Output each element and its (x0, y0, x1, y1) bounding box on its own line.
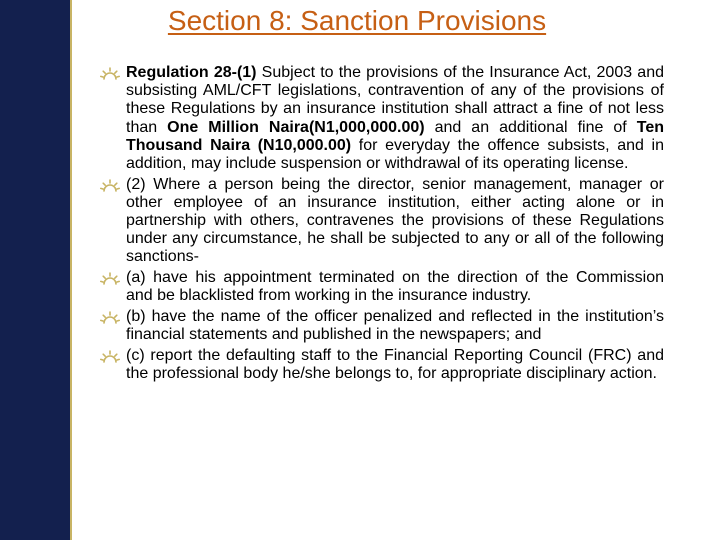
item-text: (c) report the defaulting staff to the Financial Reporting Council (FRC) and the professional body he/she belongs to, for appropriate disciplinary action. (126, 346, 664, 382)
sidebar-band (0, 0, 72, 540)
bullet-item-b (100, 308, 664, 344)
item-text: and an additional fine of (424, 118, 637, 136)
sun-rays-bullet-icon (100, 311, 120, 324)
bullet-item-2 (100, 176, 664, 267)
item-text: Subject to the provisions of the Insurance Act, 2003 and subsisting AML/CFT legislations, contravention of any of the provisions of these Regulations by an insurance institution shall attract a fine of not less than (126, 64, 664, 136)
sun-rays-bullet-icon (100, 179, 120, 192)
slide-title: Section 8: Sanction Provisions (167, 5, 547, 36)
item-text: (2) Where a person being the director, senior management, manager or other employee of an insurance institution, either acting alone or in partnership with others, contravenes the provisions of these Regulations under any circumstance, he shall be subjected to any or all of the following sanctions- (126, 175, 664, 266)
fine-amount-primary: One Million Naira(N1,000,000.00) (167, 118, 425, 136)
fine-amount-daily: Ten Thousand Naira (N10,000.00) (126, 118, 664, 154)
item-text: for everyday the offence subsists, and in addition, may include suspension or withdrawal of its operating license. (126, 136, 664, 173)
item-text: (b) have the name of the officer penalized and reflected in the institution’s financial statements and published in the newspapers; and (126, 307, 664, 344)
sun-rays-bullet-icon (100, 272, 120, 285)
bullet-item-c (100, 347, 664, 383)
regulation-reference: Regulation 28-(1) (126, 64, 257, 81)
bullet-item-a (100, 269, 664, 305)
sun-rays-bullet-icon (100, 67, 120, 80)
slide-content (100, 64, 664, 385)
bullet-item-regulation (100, 64, 664, 173)
item-text: (a) have his appointment terminated on the direction of the Commission and be blacklisted from working in the insurance industry. (126, 269, 664, 305)
sun-rays-bullet-icon (100, 350, 120, 363)
